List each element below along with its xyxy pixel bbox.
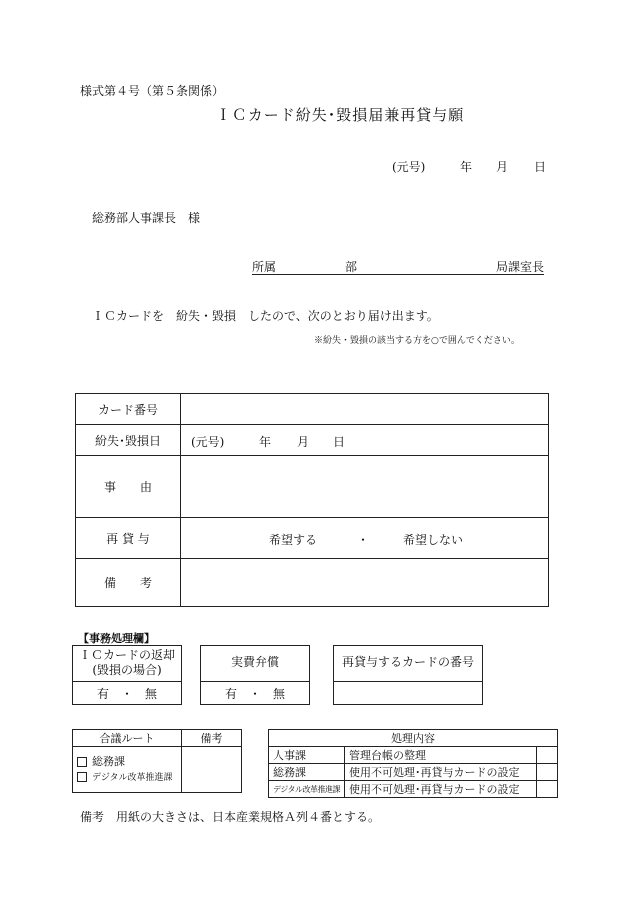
processing-header: 処理内容	[269, 730, 558, 747]
checkbox-icon[interactable]	[77, 772, 87, 782]
affiliation-label: 所属	[252, 260, 277, 274]
date-year: 年	[460, 160, 473, 174]
new-card-label: 再貸与するカードの番号	[341, 655, 474, 669]
loss-date-year: 年	[259, 435, 272, 449]
route-item-general[interactable]: 総務課	[77, 754, 177, 770]
loss-date-field[interactable]	[181, 425, 549, 456]
processing-table	[268, 729, 558, 798]
affiliation-suffix: 局課室長	[495, 260, 544, 274]
processing-check[interactable]	[537, 764, 558, 781]
return-box	[72, 645, 182, 705]
route-item-digital[interactable]: デジタル改革推進課	[77, 770, 177, 786]
reissue-field[interactable]	[181, 518, 549, 559]
addressee: 総務部人事課長 様	[92, 211, 201, 225]
route-remarks-field[interactable]	[182, 747, 242, 793]
affiliation-dept: 部	[345, 260, 358, 274]
processing-dept: デジタル改革推進課	[269, 781, 345, 798]
page-title: ＩＣカード紛失･毀損届兼再貸与願	[215, 106, 465, 124]
return-value[interactable]: 有 ・ 無	[73, 681, 181, 706]
processing-dept: 人事課	[269, 747, 345, 764]
processing-task: 管理台帳の整理	[345, 747, 537, 764]
return-label-1: ＩＣカードの返却	[78, 648, 175, 662]
processing-dept: 総務課	[269, 764, 345, 781]
new-card-box	[333, 645, 483, 705]
remarks-field[interactable]	[181, 559, 549, 607]
date-month: 月	[496, 160, 509, 174]
new-card-field[interactable]	[334, 681, 482, 706]
footer-note: 備考 用紙の大きさは、日本産業規格Ａ列４番とする。	[80, 810, 381, 824]
remarks-label: 備 考	[76, 559, 181, 607]
expense-box	[200, 645, 310, 705]
expense-label: 実費弁償	[230, 655, 279, 669]
route-remarks-header: 備考	[182, 730, 242, 747]
reissue-yes[interactable]: 希望する	[269, 533, 318, 547]
reason-field[interactable]	[181, 456, 549, 518]
reissue-no[interactable]: 希望しない	[403, 533, 464, 547]
reissue-label: 再 貸 与	[76, 518, 181, 559]
date-era: (元号)	[392, 160, 426, 174]
reissue-separator: ・	[357, 533, 370, 547]
route-table	[72, 729, 242, 793]
form-number: 様式第４号（第５条関係）	[80, 84, 225, 98]
date-day: 日	[534, 160, 547, 174]
return-label-2: (毀損の場合)	[92, 663, 162, 677]
office-heading: 【事務処理欄】	[78, 632, 155, 645]
application-table	[75, 393, 549, 607]
note: ※紛失・毀損の該当する方を○で囲んでください。	[314, 336, 520, 346]
processing-check[interactable]	[537, 781, 558, 798]
processing-task: 使用不可処理･再貸与カードの設定	[345, 781, 537, 798]
card-number-label: カード番号	[76, 394, 181, 425]
expense-value[interactable]: 有 ・ 無	[201, 681, 309, 706]
processing-task: 使用不可処理･再貸与カードの設定	[345, 764, 537, 781]
processing-check[interactable]	[537, 747, 558, 764]
affiliation-line	[252, 258, 544, 275]
statement: ＩＣカードを 紛失・毀損 したので、次のとおり届け出ます。	[92, 309, 439, 323]
loss-date-era: (元号)	[191, 435, 225, 449]
route-header: 合議ルート	[73, 730, 182, 747]
loss-date-day: 日	[333, 435, 346, 449]
loss-date-month: 月	[297, 435, 310, 449]
reason-label: 事 由	[76, 456, 181, 518]
loss-date-label: 紛失･毀損日	[76, 425, 181, 456]
checkbox-icon[interactable]	[77, 757, 87, 767]
card-number-field[interactable]	[181, 394, 549, 425]
